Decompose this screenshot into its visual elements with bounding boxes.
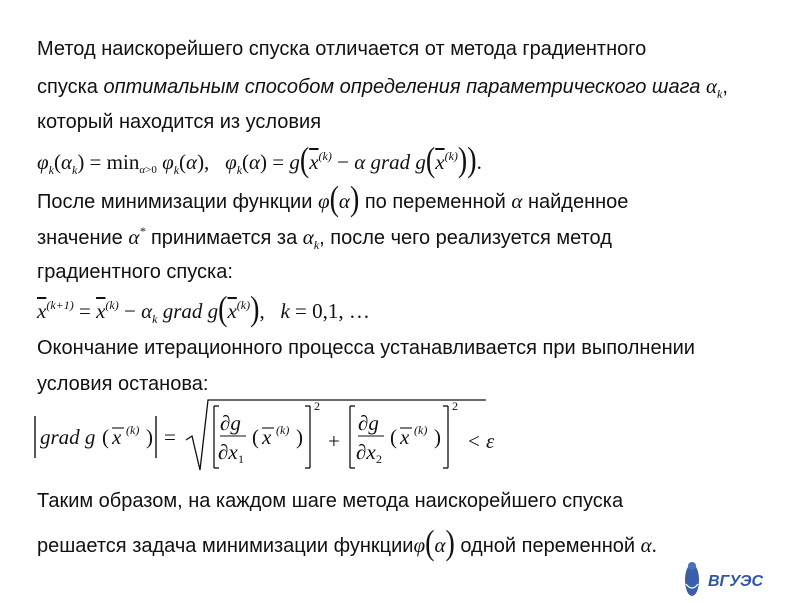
p1-line3: который находится из условия <box>37 111 322 133</box>
svg-text:2: 2 <box>452 399 458 413</box>
stop-condition-svg <box>30 396 510 476</box>
svg-text:ε: ε <box>486 429 495 453</box>
p3-line1: Окончание итерационного процесса устанавливается при выполнении <box>37 337 695 359</box>
logo-text: ВГУЭС <box>708 573 764 590</box>
svg-text:x: x <box>400 425 410 449</box>
p2-line2-b: принимается за <box>150 227 298 249</box>
svg-text:∂x: ∂x <box>356 440 376 464</box>
svg-text:<: < <box>468 429 480 453</box>
svg-text:): ) <box>434 425 441 449</box>
p2-line1-b: по переменной <box>364 191 506 213</box>
p1-line2 <box>37 74 728 102</box>
formula-iteration: $\overline{x}^{(k+1)} = \overline{x}^{(k)} - \alpha_k$ grad $g(\overline{x}^{(k)})$, k = 0,1, … <box>37 290 370 329</box>
alpha-k-symbol-2: $\alpha_k$ <box>302 225 320 252</box>
svg-text:grad g: grad g <box>40 425 96 449</box>
svg-text:x: x <box>262 425 272 449</box>
alpha-star-symbol: α* <box>128 224 146 249</box>
p4-line2 <box>37 524 657 563</box>
svg-text:∂g: ∂g <box>358 411 379 435</box>
p2-line1 <box>37 180 629 219</box>
p2-line2-a: значение <box>37 227 123 249</box>
formula-stop-condition <box>30 396 510 474</box>
svg-text:): ) <box>146 425 153 449</box>
svg-text:(: ( <box>252 425 259 449</box>
svg-text:(: ( <box>390 425 397 449</box>
svg-text:(: ( <box>102 425 109 449</box>
svg-text:∂g: ∂g <box>220 411 241 435</box>
alpha-symbol: α <box>511 189 523 213</box>
svg-text:(k): (k) <box>126 423 140 437</box>
p3-line2: условия останова: <box>37 373 209 395</box>
p1-line2-comma: , <box>722 76 728 98</box>
p2-line2-c: , после чего реализуется метод <box>319 227 612 249</box>
p1-line2-a: спуска <box>37 76 104 98</box>
svg-text:∂x: ∂x <box>218 440 238 464</box>
p4-line2-a: решается задача минимизации функции <box>37 535 414 557</box>
p4-line2-b: одной переменной <box>460 535 636 557</box>
phi-alpha-symbol: φ(α) <box>317 180 360 219</box>
p1-line2-italic: оптимальным способом определения параметрического шага <box>103 76 701 98</box>
alpha-k-symbol: $\alpha_k$ <box>705 74 723 101</box>
svg-text:x: x <box>112 425 122 449</box>
svg-text:2: 2 <box>314 399 320 413</box>
svg-text:=: = <box>164 425 176 449</box>
p2-line1-c: найденное <box>527 191 629 213</box>
svg-text:1: 1 <box>238 452 244 466</box>
svg-text:2: 2 <box>376 452 382 466</box>
phi-alpha-symbol-2: φ(α) <box>413 524 455 563</box>
svg-text:(k): (k) <box>414 423 428 437</box>
logo-icon <box>680 558 790 598</box>
alpha-symbol-end: α. <box>640 533 657 557</box>
p2-line2 <box>37 224 612 253</box>
p2-line3: градиентного спуска: <box>37 261 233 283</box>
p2-line1-a: После минимизации функции <box>37 191 313 213</box>
svg-text:): ) <box>296 425 303 449</box>
p1-line1: Метод наискорейшего спуска отличается от метода градиентного <box>37 38 647 60</box>
formula-min-condition: $\varphi_k(\alpha_k) = \min\alpha>0$ $\varphi_k(\alpha)$, $\varphi_k(\alpha) = g(\overline{x}^{(k)} - \alpha$ grad $g(\overline{x}^{(k)})$). <box>37 141 482 180</box>
svg-text:+: + <box>328 429 340 453</box>
svg-text:(k): (k) <box>276 423 290 437</box>
university-logo <box>680 558 790 603</box>
p4-line1: Таким образом, на каждом шаге метода наискорейшего спуска <box>37 490 624 512</box>
